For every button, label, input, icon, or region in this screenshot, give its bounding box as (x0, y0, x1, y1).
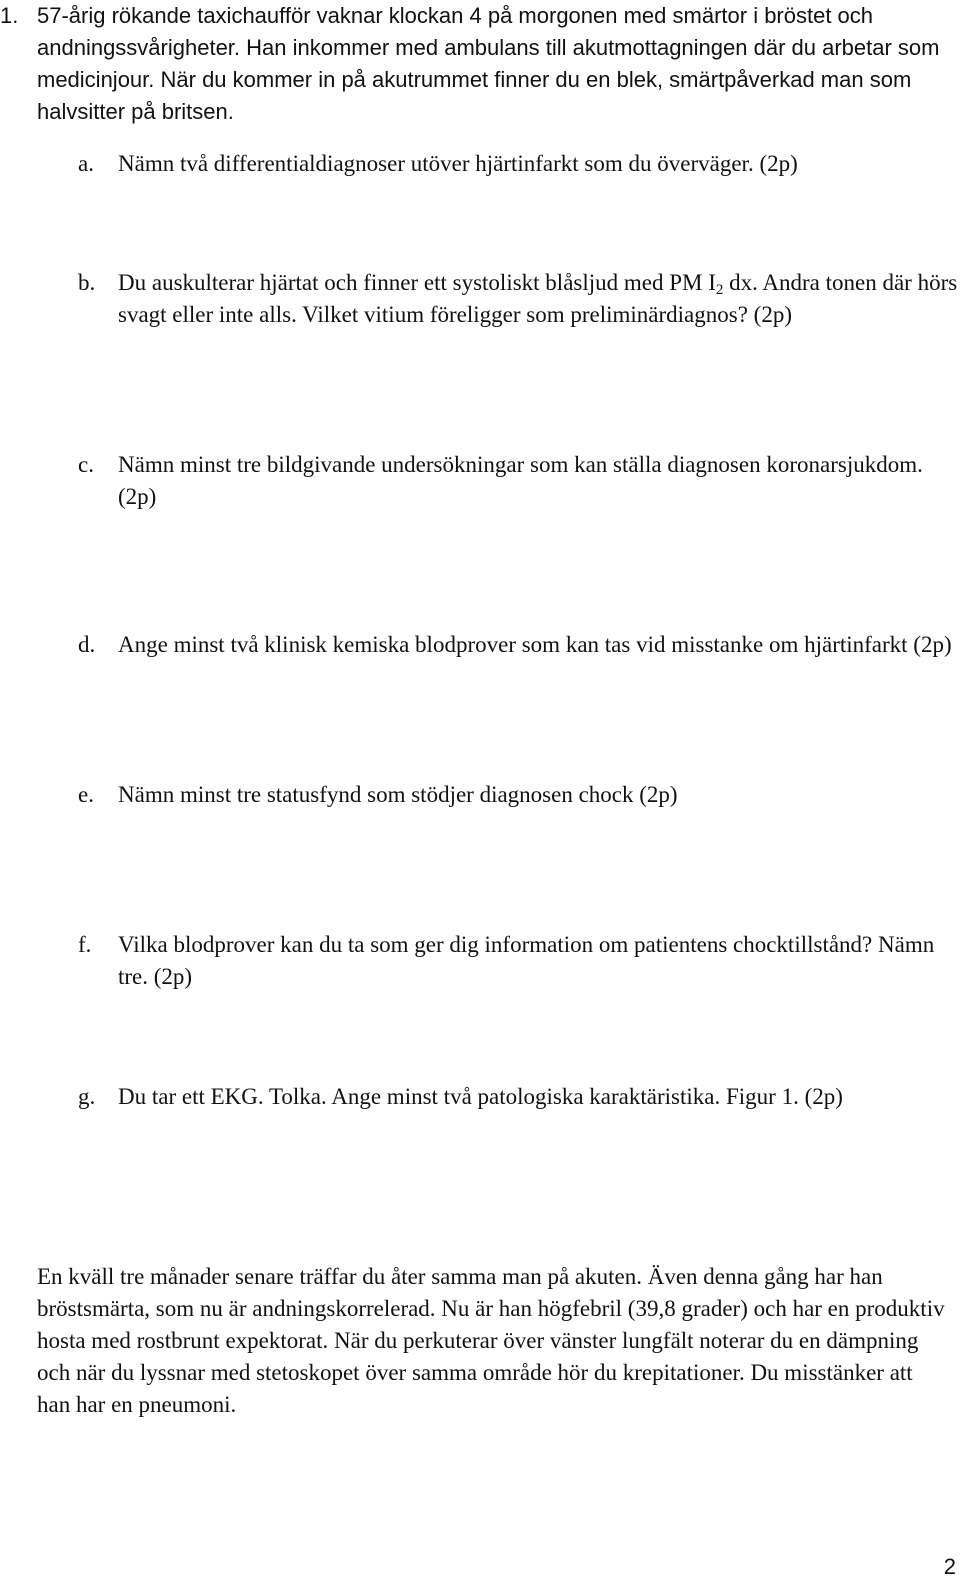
question-number: 1. (0, 3, 19, 28)
subquestion-letter: e. (78, 782, 94, 807)
question-intro: 57-årig rökande taxichaufför vaknar klockan 4 på morgonen med smärtor i bröstet och andningssvårigheter. Han inkommer med ambulans till akutmottagningen där du arbetar som medicinjour. När du kommer in på akutrummet finner du en blek, smärtpåverkad man som halvsitter på britsen. (37, 3, 940, 124)
subquestion-text-part: dx. Andra tonen där hörs svagt eller inte alls. Vilket vitium föreligger som preliminärdiagnos? (2p) (118, 270, 958, 327)
subquestion-text: Ange minst två klinisk kemiska blodprover som kan tas vid misstanke om hjärtinfarkt (2p) (118, 632, 952, 657)
subquestion-letter: f. (78, 932, 92, 957)
subquestion-letter: g. (78, 1084, 96, 1109)
subquestion-f (78, 929, 958, 993)
subquestion-text: Du tar ett EKG. Tolka. Ange minst två patologiska karaktäristika. Figur 1. (2p) (118, 1084, 843, 1109)
subquestion-text: Vilka blodprover kan du ta som ger dig information om patientens chocktillstånd? Nämn tre. (2p) (118, 932, 935, 989)
subquestion-letter: a. (78, 151, 94, 176)
subscript: 2 (715, 282, 724, 298)
subquestion-e (78, 779, 958, 811)
followup-paragraph: En kväll tre månader senare träffar du åter samma man på akuten. Även denna gång har han bröstsmärta, som nu är andningskorrelerad. Nu är han högfebril (39,8 grader) och har en produktiv hosta med rostbrunt expektorat. När du perkuterar över vänster lungfält noterar du en dämpning och när du lyssnar med stetoskopet över samma område hör du krepitationer. Du misstänker att han har en pneumoni. (37, 1264, 945, 1417)
subquestion-c (78, 449, 958, 513)
subquestion-text: Nämn två differentialdiagnoser utöver hjärtinfarkt som du överväger. (2p) (118, 151, 798, 176)
subquestion-b (78, 267, 958, 331)
subquestion-text: Nämn minst tre bildgivande undersökningar som kan ställa diagnosen koronarsjukdom. (2p) (118, 452, 923, 509)
subquestion-text-part: Du auskulterar hjärtat och finner ett systoliskt blåsljud med PM I (118, 270, 716, 295)
subquestion-letter: d. (78, 632, 96, 657)
subquestion-text: Nämn minst tre statusfynd som stödjer diagnosen chock (2p) (118, 782, 678, 807)
subquestion-text (118, 267, 958, 331)
subquestion-d (78, 629, 958, 661)
subquestion-letter: c. (78, 452, 94, 477)
subquestion-a (78, 148, 958, 180)
subquestion-g (78, 1081, 958, 1113)
page-number: 2 (943, 1554, 956, 1579)
subquestion-letter: b. (78, 270, 96, 295)
